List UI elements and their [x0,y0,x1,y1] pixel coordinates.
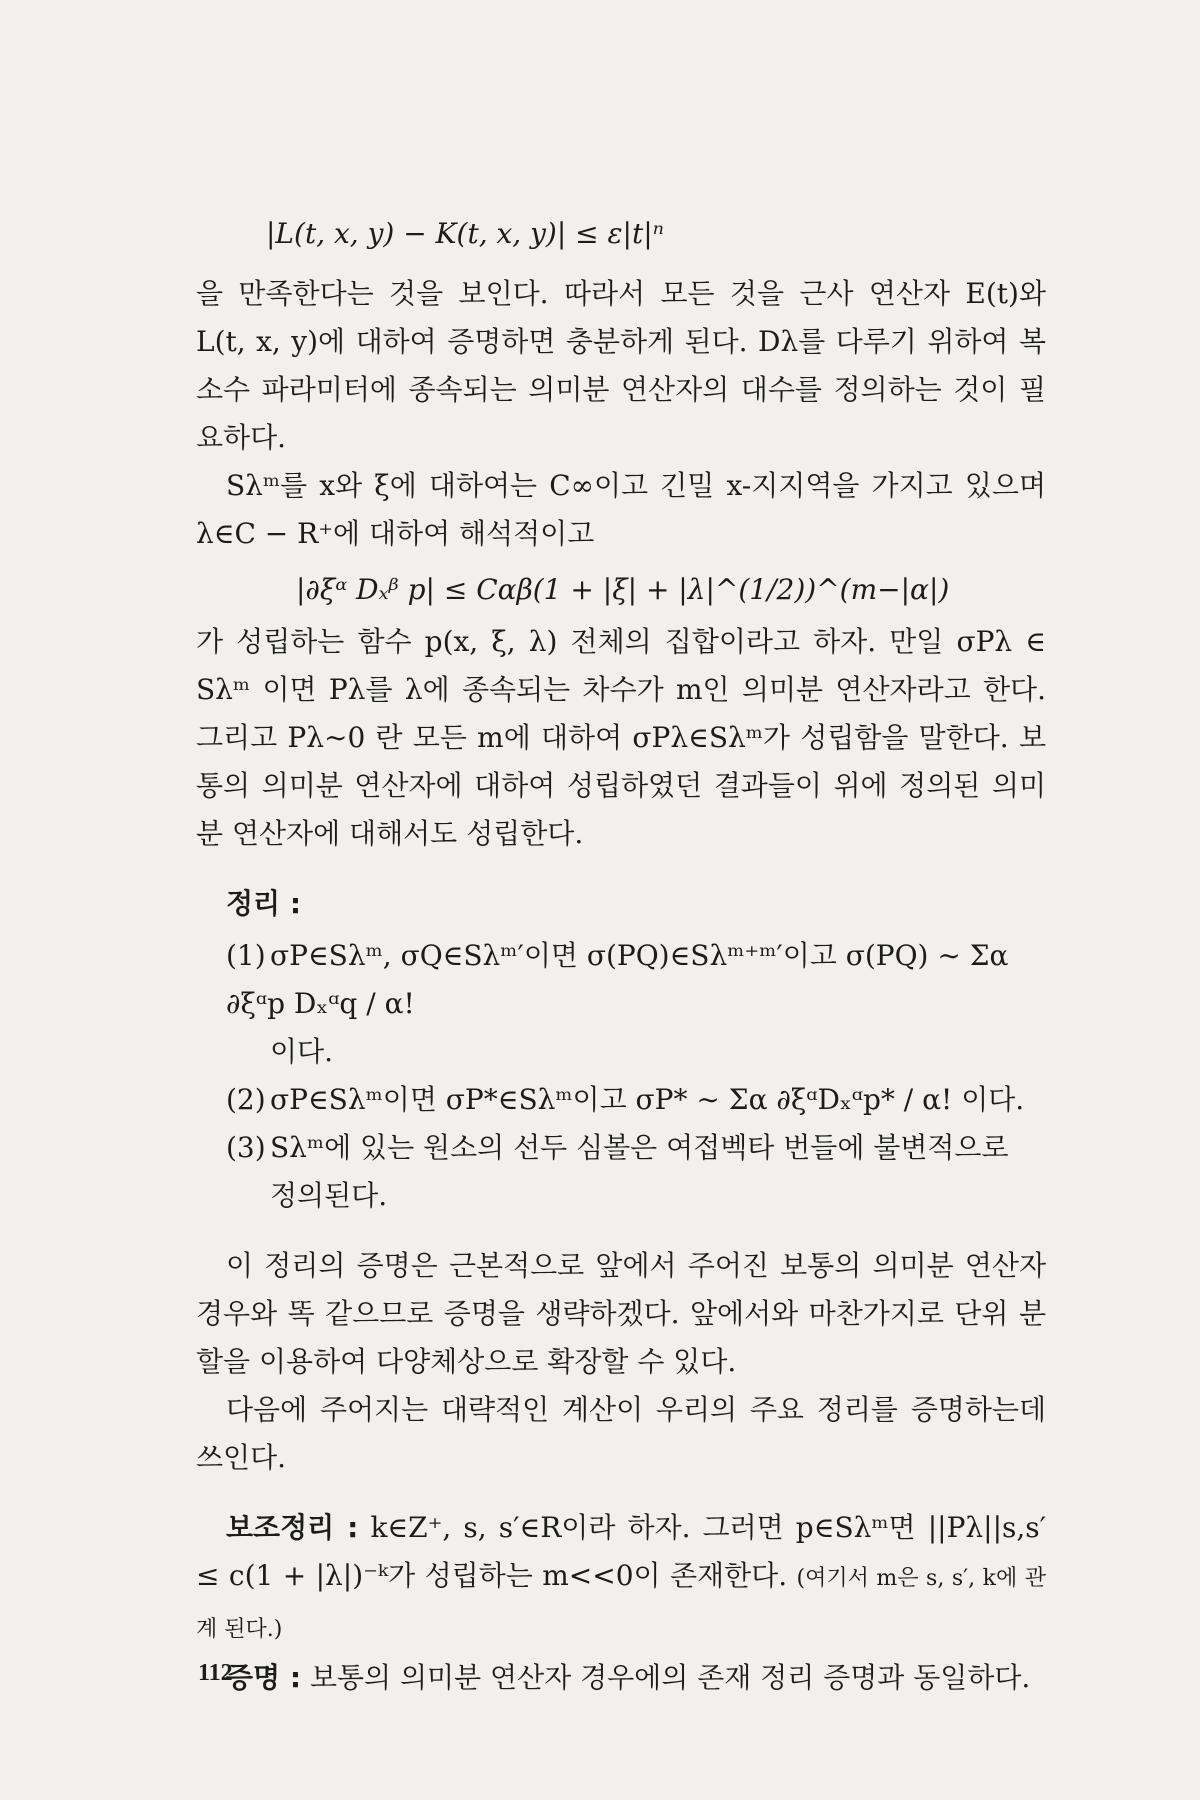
paragraph-3: 가 성립하는 함수 p(x, ξ, λ) 전체의 집합이라고 하자. 만일 σPλ ∈ Sλᵐ 이면 Pλ를 λ에 종속되는 차수가 m인 의미분 연산자라고 한다. 그리고 Pλ∼0 란 모든 m에 대하여 σPλ∈Sλᵐ가 성립함을 말한다. 보통의 의미분 연산자에 대하여 성립하였던 결과들이 위에 정의된 의미분 연산자에 대해서도 성립한다. [196,625,1046,850]
equation-estimate: |L(t, x, y) − K(t, x, y)| ≤ ε|t|ⁿ [266,217,665,250]
theorem-item-3-continuation: 정의된다. [270,1179,388,1212]
theorem-item-text: Sλᵐ에 있는 원소의 선두 심볼은 여접벡타 번들에 불변적으로 [270,1131,1009,1164]
page-content [196,210,1046,1702]
lemma-label: 보조정리 : [226,1511,359,1544]
theorem-item-1-continuation: 이다. [270,1035,333,1068]
theorem-item-text: σP∈Sλᵐ, σQ∈Sλᵐ′이면 σ(PQ)∈Sλᵐ⁺ᵐ′이고 σ(PQ) ∼ Σα ∂ξᵅp Dₓᵅq / α! [226,939,1009,1020]
theorem-item-3 [226,1124,1046,1172]
proof [196,1654,1046,1702]
lemma-text: k∈Z⁺, s, s′∈R이라 하자. 그러면 p∈Sλᵐ면 ||Pλ||s,s′ ≤ c(1 + |λ|)⁻ᵏ가 성립하는 m<<0이 존재한다. [196,1511,1047,1592]
theorem-item-text: σP∈Sλᵐ이면 σP*∈Sλᵐ이고 σP* ∼ Σα ∂ξᵅDₓᵅp* / α! 이다. [270,1083,1025,1116]
theorem-item-2 [226,1076,1046,1124]
proof-text: 보통의 의미분 연산자 경우에의 존재 정리 증명과 동일하다. [309,1661,1031,1694]
page-number: 112 [198,1660,233,1686]
theorem-item-number: (2) [226,1083,266,1116]
theorem-heading: 정리 : [226,887,302,920]
theorem-item-1 [226,932,1046,1028]
theorem-item-number: (1) [226,939,266,972]
equation-symbol-bound: |∂ξᵅ Dₓᵝ p| ≤ Cαβ(1 + |ξ| + |λ|^(1/2))^(m−|α|) [296,573,950,606]
paragraph-4: 이 정리의 증명은 근본적으로 앞에서 주어진 보통의 의미분 연산자 경우와 똑 같으므로 증명을 생략하겠다. 앞에서와 마찬가지로 단위 분할을 이용하여 다양체상으로 확장할 수 있다. [196,1249,1046,1378]
paragraph-2: Sλᵐ를 x와 ξ에 대하여는 C∞이고 긴밀 x-지지역을 가지고 있으며 λ∈C − R⁺에 대하여 해석적이고 [196,469,1046,550]
lemma [196,1504,1046,1654]
lemma-note: (여기서 m은 s, s′, k에 관계 된다.) [196,1566,1046,1642]
paragraph-5: 다음에 주어지는 대략적인 계산이 우리의 주요 정리를 증명하는데 쓰인다. [196,1393,1046,1474]
paragraph-1: 을 만족한다는 것을 보인다. 따라서 모든 것을 근사 연산자 E(t)와 L(t, x, y)에 대하여 증명하면 충분하게 된다. Dλ를 다루기 위하여 복소수 파라미터에 종속되는 의미분 연산자의 대수를 정의하는 것이 필요하다. [196,277,1046,454]
proof-label: 증명 : [226,1661,302,1694]
theorem-item-number: (3) [226,1131,266,1164]
